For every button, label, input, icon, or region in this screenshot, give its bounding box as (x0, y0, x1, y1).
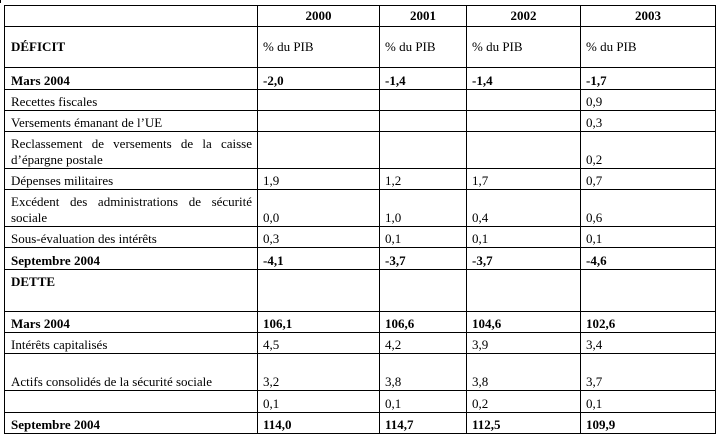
year-cell: 2001 (380, 6, 467, 27)
table-cell: 1,0 (380, 190, 467, 227)
section-header-row (5, 27, 716, 68)
table-cell: 0,2 (467, 391, 581, 413)
row-label (5, 391, 258, 413)
table-cell: 0,1 (380, 391, 467, 413)
year-cell: 2002 (467, 6, 581, 27)
table-cell: 0,1 (380, 227, 467, 248)
table-cell: -1,4 (380, 68, 467, 90)
table-cell: 0,7 (581, 169, 716, 190)
table-cell: 3,8 (467, 354, 581, 391)
table-frame (4, 5, 715, 434)
row-label: Intérêts capitalisés (5, 333, 258, 354)
table-cell: 102,6 (581, 312, 716, 333)
table-row (5, 413, 716, 434)
table-cell (467, 111, 581, 132)
table-cell: 4,2 (380, 333, 467, 354)
table-cell: 3,8 (380, 354, 467, 391)
table-cell (467, 132, 581, 169)
table-cell: 0,4 (467, 190, 581, 227)
table-cell (380, 132, 467, 169)
row-label: Mars 2004 (5, 68, 258, 90)
table-cell: -4,6 (581, 248, 716, 270)
section-title: DÉFICIT (5, 27, 258, 68)
table-cell: 0,0 (258, 190, 380, 227)
table-cell: 1,9 (258, 169, 380, 190)
header-corner-cell (5, 6, 258, 27)
table-row (5, 90, 716, 111)
table-cell: 104,6 (467, 312, 581, 333)
section-title: DETTE (5, 270, 258, 312)
top-left-mark (0, 0, 7, 3)
table-row (5, 333, 716, 354)
table-cell: 4,5 (258, 333, 380, 354)
year-cell: 2000 (258, 6, 380, 27)
unit-cell (467, 270, 581, 312)
table-cell: -1,4 (467, 68, 581, 90)
unit-cell: % du PIB (581, 27, 716, 68)
unit-cell: % du PIB (258, 27, 380, 68)
unit-cell (258, 270, 380, 312)
table-cell (258, 132, 380, 169)
table-row (5, 248, 716, 270)
table-cell: 3,4 (581, 333, 716, 354)
table-cell: 1,2 (380, 169, 467, 190)
table-cell: 0,6 (581, 190, 716, 227)
unit-cell (380, 270, 467, 312)
table-cell: 106,1 (258, 312, 380, 333)
table-cell: 112,5 (467, 413, 581, 434)
table-cell: 114,7 (380, 413, 467, 434)
table-cell: 106,6 (380, 312, 467, 333)
row-label: Sous-évaluation des intérêts (5, 227, 258, 248)
table-cell: 0,2 (581, 132, 716, 169)
table-row (5, 391, 716, 413)
section-header-row (5, 270, 716, 312)
row-label: Septembre 2004 (5, 248, 258, 270)
table-row (5, 354, 716, 391)
row-label: Versements émanant de l’UE (5, 111, 258, 132)
table-cell: -4,1 (258, 248, 380, 270)
table-row (5, 111, 716, 132)
table-cell (380, 90, 467, 111)
table-cell: 0,1 (581, 227, 716, 248)
table-cell (380, 111, 467, 132)
table-cell: 0,3 (258, 227, 380, 248)
table-cell (258, 111, 380, 132)
year-cell: 2003 (581, 6, 716, 27)
table-cell: 114,0 (258, 413, 380, 434)
table-cell: 1,7 (467, 169, 581, 190)
table-cell: 0,1 (467, 227, 581, 248)
table-cell: -3,7 (467, 248, 581, 270)
year-header-row (5, 6, 716, 27)
table-cell: 3,2 (258, 354, 380, 391)
row-label: Excédent des administrations de sécurité sociale (5, 190, 258, 227)
table-cell (258, 90, 380, 111)
table-row (5, 132, 716, 169)
row-label: Mars 2004 (5, 312, 258, 333)
table-cell: 3,7 (581, 354, 716, 391)
table-cell: -2,0 (258, 68, 380, 90)
table-row (5, 227, 716, 248)
row-label: Septembre 2004 (5, 413, 258, 434)
row-label: Actifs consolidés de la sécurité sociale (5, 354, 258, 391)
row-label: Dépenses militaires (5, 169, 258, 190)
table-cell: 0,9 (581, 90, 716, 111)
table-cell: 0,3 (581, 111, 716, 132)
unit-cell (581, 270, 716, 312)
table-cell: 3,9 (467, 333, 581, 354)
table-cell (467, 90, 581, 111)
table-row (5, 169, 716, 190)
unit-cell: % du PIB (467, 27, 581, 68)
table-cell: 0,1 (581, 391, 716, 413)
table-cell: -1,7 (581, 68, 716, 90)
table-cell: -3,7 (380, 248, 467, 270)
row-label: Recettes fiscales (5, 90, 258, 111)
row-label: Reclassement de versements de la caisse d’épargne postale (5, 132, 258, 169)
deficit-debt-table (4, 5, 716, 434)
table-cell: 109,9 (581, 413, 716, 434)
unit-cell: % du PIB (380, 27, 467, 68)
table-row (5, 190, 716, 227)
table-row (5, 68, 716, 90)
table-row (5, 312, 716, 333)
table-cell: 0,1 (258, 391, 380, 413)
